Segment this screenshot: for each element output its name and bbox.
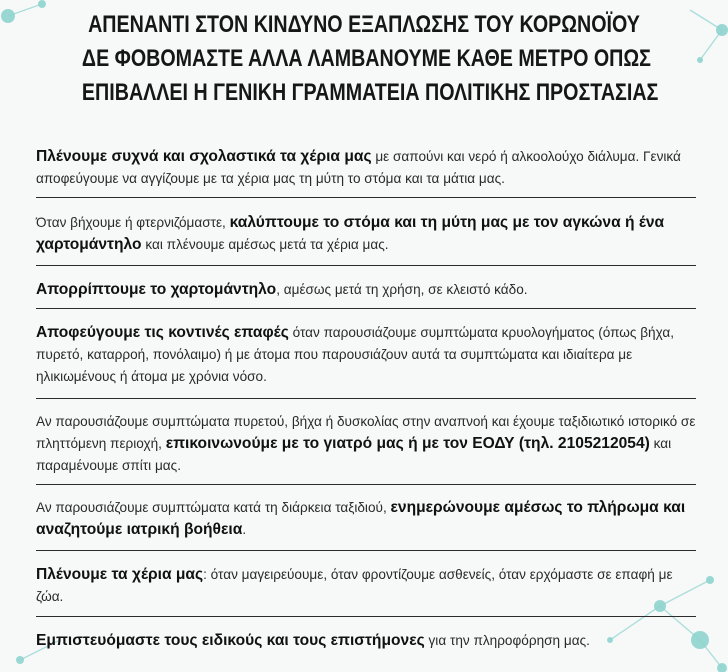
advice-text: Όταν βήχουμε ή φτερνιζόμαστε,	[36, 215, 230, 230]
advice-emphasis: Εμπιστευόμαστε τους ειδικούς και τους επιστήμονες	[36, 632, 425, 649]
divider	[36, 398, 696, 399]
advice-emphasis: Απορρίπτουμε το χαρτομάντηλο	[36, 281, 277, 298]
advice-text: , αμέσως μετά τη χρήση, σε κλειστό κάδο.	[276, 282, 528, 297]
advice-item-avoid-contact	[36, 322, 696, 388]
advice-item-trust-experts	[36, 630, 696, 652]
advice-text: Αν παρουσιάζουμε συμπτώματα πυρετού, βήχα ή δυσκολίας στην αναπνοή και έχουμε ταξιδιωτικό ιστορικό σε πληττόμενη περιοχή,	[36, 414, 696, 451]
advice-emphasis: Πλένουμε τα χέρια μας	[36, 566, 204, 583]
advice-item-cover-mouth	[36, 212, 696, 256]
advice-emphasis: Αποφεύγουμε τις κοντινές επαφές	[36, 324, 289, 341]
divider	[36, 616, 696, 617]
advice-emphasis: επικοινωνούμε με το γιατρό μας ή με τον ΕΟΔΥ (τηλ. 2105212054)	[165, 435, 650, 452]
advice-item-wash-hands	[36, 146, 696, 190]
advice-item-contact-doctor	[36, 411, 696, 477]
divider	[36, 308, 696, 309]
advice-text: Αν παρουσιάζουμε συμπτώματα κατά τη διάρκεια ταξιδιού,	[36, 500, 391, 515]
advice-item-dispose-tissue	[36, 279, 696, 301]
title-line-3: ΕΠΙΒΑΛΛΕΙ Η ΓΕΝΙΚΗ ΓΡΑΜΜΑΤΕΙΑ ΠΟΛΙΤΙΚΗΣ ΠΡΟΣΤΑΣΙΑΣ	[81, 79, 659, 106]
advice-text: και παραμένουμε σπίτι μας.	[36, 436, 672, 473]
advice-text: : όταν μαγειρεύουμε, όταν φροντίζουμε ασθενείς, όταν ερχόμαστε σε επαφή με ζώα.	[36, 567, 673, 604]
advice-text: .	[242, 522, 247, 537]
advice-emphasis: καλύπτουμε το στόμα και τη μύτη μας με τον αγκώνα ή ένα χαρτομάντηλο	[36, 214, 665, 253]
page-title	[81, 8, 659, 110]
divider	[36, 265, 696, 266]
advice-emphasis: ενημερώνουμε αμέσως το πλήρωμα και αναζητούμε ιατρική βοήθεια	[36, 499, 686, 538]
advice-text: και πλένουμε αμέσως μετά τα χέρια μας.	[141, 237, 389, 252]
advice-item-inform-crew	[36, 497, 696, 541]
title-line-1: ΑΠΕΝΑΝΤΙ ΣΤΟΝ ΚΙΝΔΥΝΟ ΕΞΑΠΛΩΣΗΣ ΤΟΥ ΚΟΡΩΝΟΪΟΥ	[88, 11, 640, 38]
divider	[36, 484, 696, 485]
divider	[36, 550, 696, 551]
divider	[36, 197, 696, 198]
advice-item-hand-washing-occasions	[36, 564, 696, 608]
advice-emphasis: Πλένουμε συχνά και σχολαστικά τα χέρια μας	[36, 148, 372, 165]
advice-text: με σαπούνι και νερό ή αλκοολούχο διάλυμα. Γενικά αποφεύγουμε να αγγίζουμε με τα χέρια μας τη μύτη το στόμα και τα μάτια μας.	[36, 149, 681, 186]
advice-text: για την πληροφόρηση μας.	[424, 633, 590, 648]
title-line-2: ΔΕ ΦΟΒΟΜΑΣΤΕ ΑΛΛΑ ΛΑΜΒΑΝΟΥΜΕ ΚΑΘΕ ΜΕΤΡΟ ΟΠΩΣ	[81, 45, 651, 72]
advice-text: όταν παρουσιάζουμε συμπτώματα κρυολογήματος (όπως βήχα, πυρετό, καταρροή, πονόλαιμο) ή με άτομα που παρουσιάζουν αυτά τα συμπτώματα και ιδιαίτερα με ηλικιωμένους ή άτομα με χρόνια νόσο.	[36, 325, 675, 384]
